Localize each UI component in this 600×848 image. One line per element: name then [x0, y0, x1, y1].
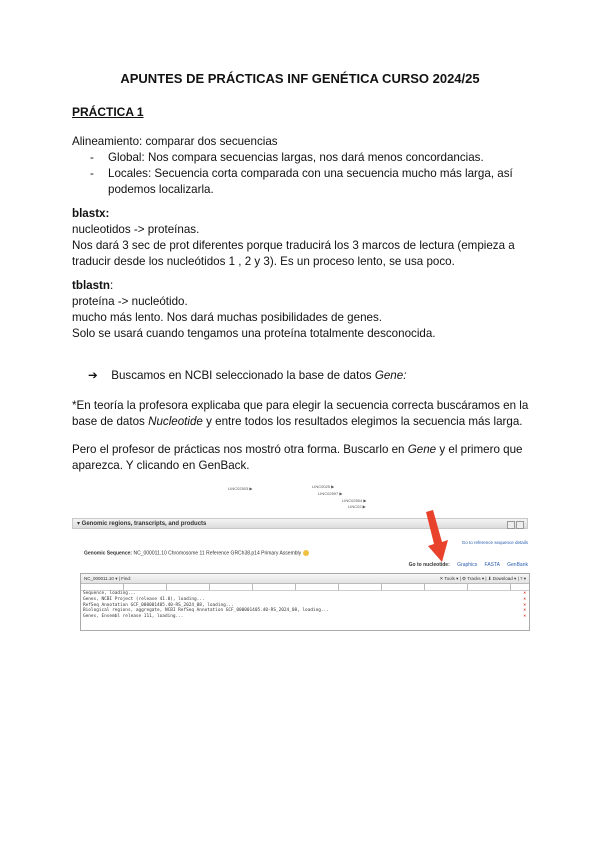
close-icon[interactable]: ×: [523, 591, 526, 596]
graphics-link[interactable]: Graphics: [457, 562, 478, 568]
section-title: PRÁCTICA 1: [72, 105, 144, 119]
pero-db-name: Gene: [407, 443, 437, 456]
tblastn-line-2: mucho más lento. Nos dará muchas posibilidades de genes.: [72, 311, 382, 324]
log-text: Genes, NCBI Project (release 41.0), loading...: [83, 596, 205, 602]
log-line: [83, 614, 529, 620]
blastx-line-1: nucleotidos -> proteínas.: [72, 223, 200, 236]
tblastn-line-3: Solo se usará cuando tengamos una proteína totalmente desconocida.: [72, 327, 436, 340]
ncbi-screenshot: [72, 480, 530, 640]
track-label: LINC02503 ▶: [228, 486, 253, 491]
blastx-block: [72, 206, 532, 270]
note-line-2-pre: base de datos: [72, 415, 145, 428]
tblastn-colon: :: [110, 279, 114, 292]
close-icon[interactable]: ×: [523, 608, 526, 614]
sequence-viewer[interactable]: [80, 573, 530, 631]
note-block: [72, 398, 532, 430]
log-text: Genes, Ensembl release 111, loading...: [83, 614, 184, 620]
pero-block: [72, 442, 532, 474]
blastx-line-2: Nos dará 3 sec de prot diferentes porque traducirá los 3 marcos de lectura (empieza a: [72, 239, 515, 252]
panel-collapse-icon[interactable]: [516, 521, 524, 529]
list-item-locales: - Locales: Secuencia corta comparada con una secuencia mucho más larga, así: [72, 166, 532, 182]
tblastn-block: [72, 278, 532, 342]
panel-help-icon[interactable]: [507, 521, 515, 529]
close-icon[interactable]: ×: [523, 602, 526, 608]
track-label: LINC02 ▶: [348, 504, 366, 509]
blastx-heading: blastx:: [72, 207, 110, 220]
alineamiento-list: [72, 150, 532, 182]
track-label: LINC02597 ▶: [318, 491, 343, 496]
alineamiento-intro: Alineamiento: comparar dos secuencias: [72, 135, 278, 148]
fasta-link[interactable]: FASTA: [484, 562, 500, 568]
reference-link[interactable]: Go to reference sequence details: [461, 540, 528, 545]
note-line-2-post: y entre todos los resultados elegimos la secuencia más larga.: [206, 415, 523, 428]
list-item-global: - Global: Nos compara secuencias largas, nos dará menos concordancias.: [72, 150, 532, 166]
tblastn-heading: tblastn: [72, 279, 111, 292]
note-line-2: [72, 414, 532, 430]
loading-log: [81, 591, 529, 620]
genomic-sequence-label: Genomic Sequence:: [84, 550, 133, 557]
genomic-sequence-value: NC_000011.10 Chromosome 11 Reference GRCh38.p14 Primary Assembly: [133, 550, 302, 557]
arrow-icon: ➔: [88, 369, 98, 382]
track-label: LINC02504 ▶: [342, 498, 367, 503]
ncbi-bullet-db: Gene:: [374, 369, 407, 382]
genomic-sequence-row: [84, 550, 309, 556]
pero-line-1-pre: Pero el profesor de prácticas nos mostró otra forma. Buscarlo en: [72, 443, 405, 456]
panel-title: ▾ Genomic regions, transcripts, and products: [77, 521, 207, 527]
log-text: Sequence, loading...: [83, 591, 136, 596]
info-badge-icon[interactable]: [303, 550, 309, 556]
viewer-toolbar: [81, 574, 529, 584]
close-icon[interactable]: ×: [523, 596, 526, 602]
sequence-selector[interactable]: NC_000011.10 ▾ | Find:: [84, 576, 132, 581]
note-line-1: *En teoría la profesora explicaba que para elegir la secuencia correcta buscáramos en la: [72, 399, 529, 412]
document-title: APUNTES DE PRÁCTICAS INF GENÉTICA CURSO 2024/25: [120, 71, 480, 86]
list-item-locales-cont: podemos localizarla.: [108, 183, 214, 196]
sequence-ruler: [81, 584, 529, 591]
pero-line-2: aparezca. Y clicando en GenBack.: [72, 459, 250, 472]
alineamiento-block: [72, 134, 532, 198]
track-label: LINC0025 ▶: [312, 484, 335, 489]
red-arrow-icon: [424, 508, 454, 564]
pero-line-1: [72, 442, 532, 458]
close-icon[interactable]: ×: [523, 614, 526, 620]
genomic-regions-panel-header[interactable]: [72, 518, 528, 529]
tblastn-heading-line: [72, 278, 532, 294]
ncbi-bullet: [88, 368, 406, 384]
toolbar-tools[interactable]: ✕ Tools ▾ | ⚙ Tracks ▾ | ⬇ Download ▾ | ? ▾: [439, 576, 526, 581]
ncbi-bullet-text: Buscamos en NCBI seleccionado la base de datos: [111, 369, 372, 382]
log-text: Biological regions, aggregate, NCBI RefSeq Annotation GCF_000001405.40-RS_2024_08, loading...: [83, 608, 329, 614]
blastx-line-3: traducir desde los nucleótidos 1 , 2 y 3). Es un proceso lento, se usa poco.: [72, 255, 455, 268]
pero-line-1-post: y el primero que: [439, 443, 523, 456]
log-text: RefSeq Annotation GCF_000001405.40-RS_2024_08, loading...: [83, 602, 234, 608]
tblastn-line-1: proteína -> nucleótido.: [72, 295, 188, 308]
note-db-name: Nucleotide: [148, 415, 203, 428]
goto-label: Go to nucleotide:: [408, 562, 450, 568]
genbank-link[interactable]: GenBank: [507, 562, 528, 568]
